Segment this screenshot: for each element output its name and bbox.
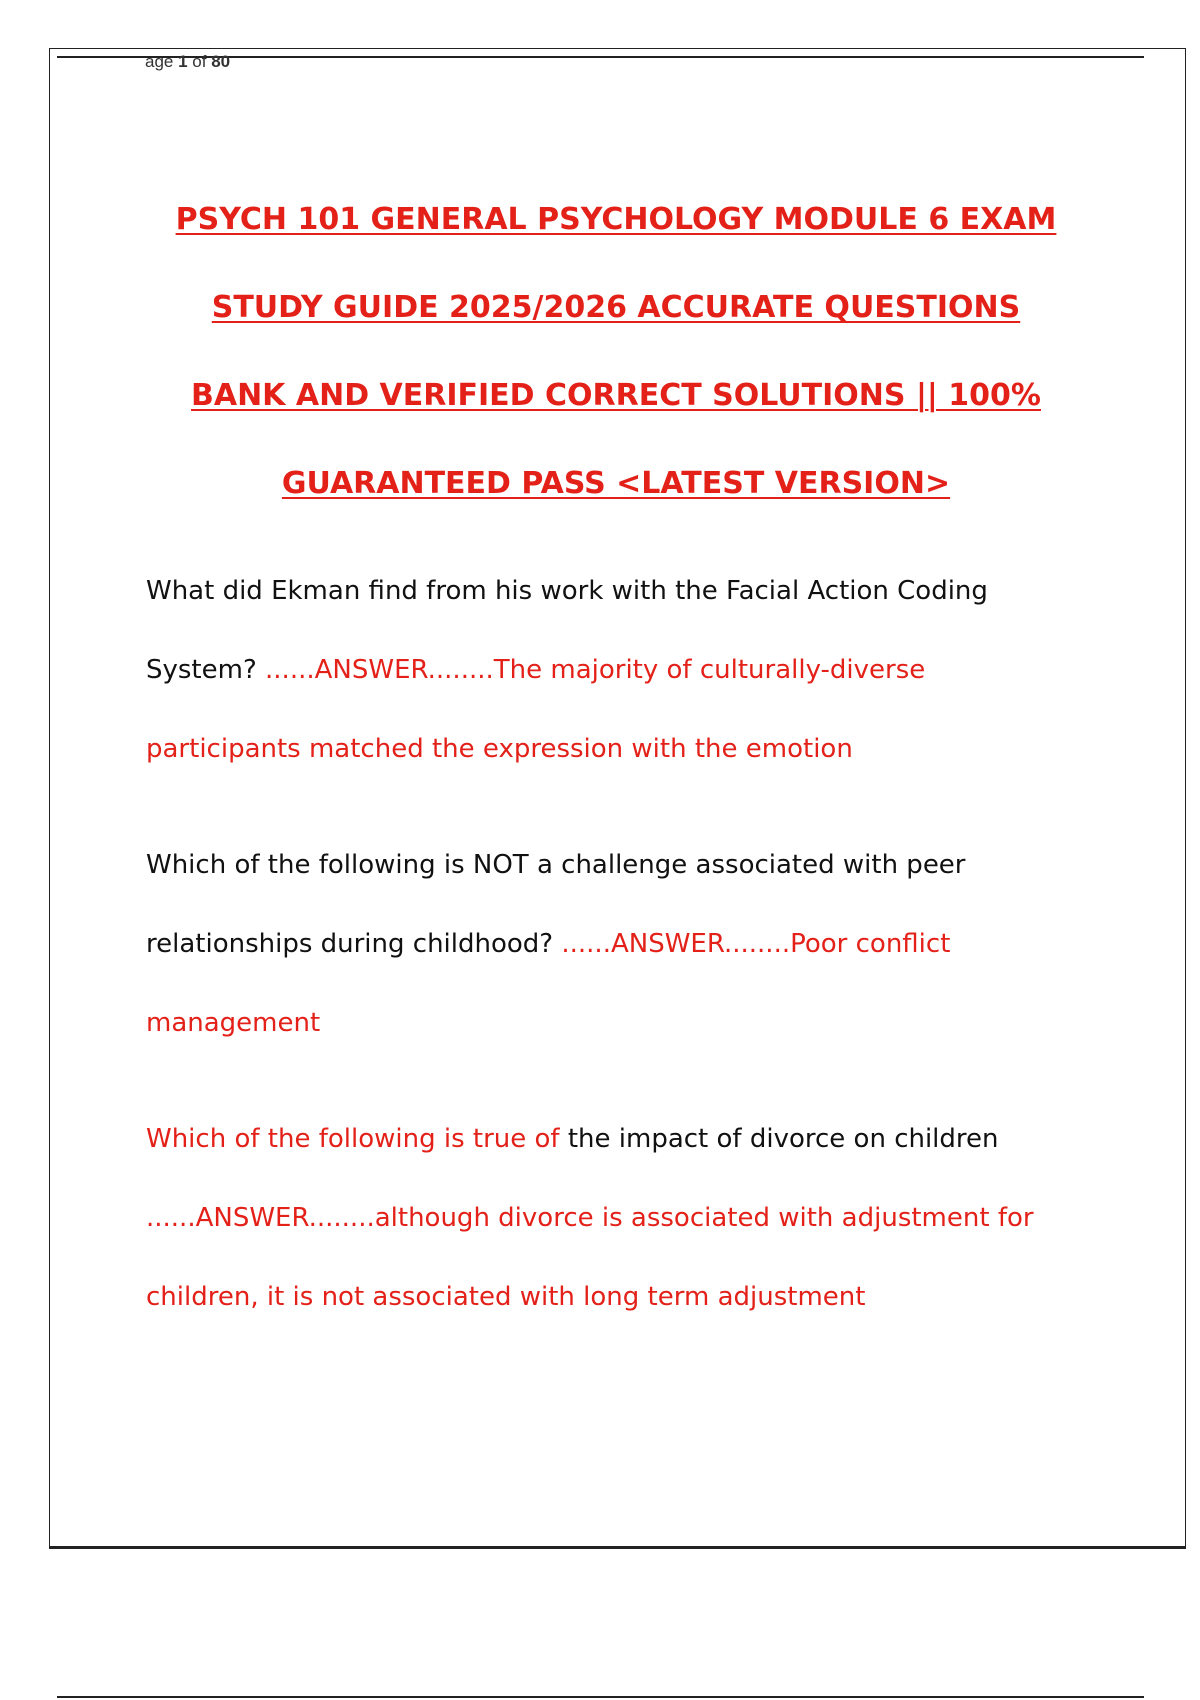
question-text: Which of the following is NOT a challenge associated with peer relationships during childhood? — [146, 850, 966, 959]
answer-text: although divorce is associated with adjustment for children, it is not associated with long term adjustment — [146, 1203, 1034, 1312]
title-line-1: PSYCH 101 GENERAL PSYCHOLOGY MODULE 6 EXAM — [175, 202, 1057, 237]
title-line-2: STUDY GUIDE 2025/2026 ACCURATE QUESTIONS — [211, 290, 1021, 325]
page-current: 1 — [178, 52, 188, 71]
answer-separator: ......ANSWER........ — [146, 1203, 375, 1233]
footer-rule — [57, 1696, 1144, 1698]
page-of: of — [187, 52, 212, 71]
answer-separator: ......ANSWER........ — [553, 929, 791, 959]
page-number — [145, 52, 230, 72]
answer-text: Poor conflict management — [146, 929, 951, 1038]
page-prefix: age — [145, 52, 179, 71]
document-title — [120, 176, 1112, 528]
qa-item-3 — [146, 1100, 1086, 1337]
qa-item-1 — [146, 552, 1086, 789]
question-text: What did Ekman find from his work with the Facial Action Coding System? — [146, 576, 988, 685]
title-line-4: GUARANTEED PASS <LATEST VERSION> — [281, 466, 951, 501]
page-total: 80 — [211, 52, 231, 71]
question-text-highlight: Which of the following is true of — [146, 1124, 560, 1154]
answer-text: The majority of culturally-diverse participants matched the expression with the emotion — [146, 655, 926, 764]
title-line-3: BANK AND VERIFIED CORRECT SOLUTIONS || 100% — [190, 378, 1041, 413]
answer-separator: ......ANSWER........ — [256, 655, 494, 685]
qa-item-2 — [146, 826, 1086, 1063]
question-text: the impact of divorce on children — [559, 1124, 999, 1154]
